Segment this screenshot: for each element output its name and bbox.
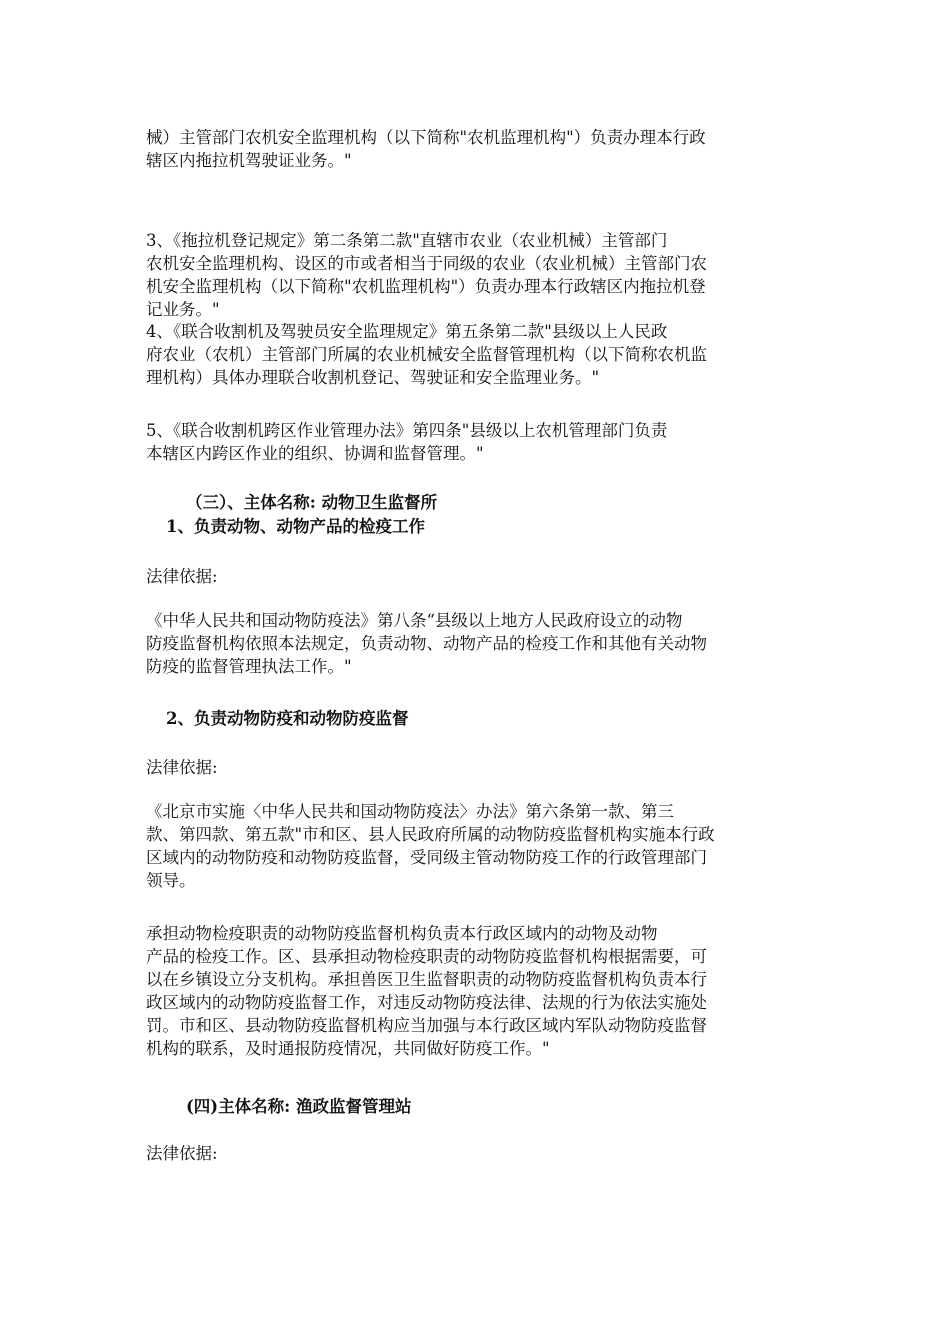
legal-basis-label [146, 565, 810, 588]
text-line: 罚。市和区、县动物防疫监督机构应当加强与本行政区域内军队动物防疫监督 [146, 1016, 707, 1035]
paragraph-tractor-registration [146, 229, 810, 321]
text-line: 辖区内拖拉机驾驶证业务。" [146, 151, 352, 170]
text-line: 3、《拖拉机登记规定》第二条第二款"直辖市农业（农业机械）主管部门 [146, 231, 668, 250]
text-line: 机安全监理机构（以下简称"农机监理机构"）负责办理本行政辖区内拖拉机登 [146, 277, 706, 296]
text-line: 产品的检疫工作。区、县承担动物检疫职责的动物防疫监督机构根据需要，可 [146, 947, 707, 966]
section-heading-fishery: (四)主体名称: 渔政监督管理站 [186, 1097, 412, 1116]
text-line: 机构的联系，及时通报防疫情况，共同做好防疫工作。" [146, 1039, 550, 1058]
paragraph-quarantine-duties [146, 922, 810, 1060]
text-line: 农机安全监理机构、设区的市或者相当于同级的农业（农业机械）主管部门农 [146, 254, 707, 273]
text-line: 政区域内的动物防疫监督工作，对违反动物防疫法律、法规的行为依法实施处 [146, 993, 707, 1012]
text-line: 5、《联合收割机跨区作业管理办法》第四条"县级以上农机管理部门负责 [146, 421, 668, 440]
legal-basis-label [146, 1142, 810, 1165]
text-line: 《中华人民共和国动物防疫法》第八条“县级以上地方人民政府设立的动物 [146, 611, 683, 630]
legal-basis-label [146, 756, 810, 779]
text-line: 区域内的动物防疫和动物防疫监督，受同级主管动物防疫工作的行政管理部门 [146, 848, 707, 867]
paragraph-animal-epidemic-law [146, 609, 810, 678]
paragraph-harvester-supervision [146, 320, 810, 389]
text-line: 本辖区内跨区作业的组织、协调和监督管理。" [146, 444, 484, 463]
text-line: 械）主管部门农机安全监理机构（以下简称"农机监理机构"）负责办理本行政 [146, 128, 706, 147]
text-line: 记业务。" [146, 300, 220, 319]
text-line: 府农业（农机）主管部门所属的农业机械安全监督管理机构（以下简称农机监 [146, 345, 707, 364]
text-line: 款、第四款、第五款"市和区、县人民政府所属的动物防疫监督机构实施本行政 [146, 825, 715, 844]
text-line: 法律依据: [146, 1144, 218, 1163]
text-line: 4、《联合收割机及驾驶员安全监理规定》第五条第二款"县级以上人民政 [146, 322, 668, 341]
text-line: 防疫监督机构依照本法规定，负责动物、动物产品的检疫工作和其他有关动物 [146, 634, 707, 653]
text-line: 理机构）具体办理联合收割机登记、驾驶证和安全监理业务。" [146, 368, 600, 387]
text-line: 防疫的监督管理执法工作。" [146, 657, 352, 676]
paragraph-beijing-implementation [146, 800, 810, 892]
text-line: 法律依据: [146, 567, 218, 586]
text-line: 领导。 [146, 871, 196, 890]
paragraph-agri-machinery-tail [146, 126, 810, 172]
text-line: 以在乡镇设立分支机构。承担兽医卫生监督职责的动物防疫监督机构负责本行 [146, 970, 707, 989]
text-line: 法律依据: [146, 758, 218, 777]
section-heading-animal-health: （三）、主体名称: 动物卫生监督所 [186, 493, 438, 512]
text-line: 《北京市实施〈中华人民共和国动物防疫法〉办法》第六条第一款、第三 [146, 802, 674, 821]
paragraph-cross-region-operation [146, 419, 810, 465]
text-line: 承担动物检疫职责的动物防疫监督机构负责本行政区域内的动物及动物 [146, 924, 658, 943]
subheading-epidemic-prevention: 2、负责动物防疫和动物防疫监督 [166, 709, 409, 728]
subheading-quarantine-work: 1、负责动物、动物产品的检疫工作 [166, 517, 425, 536]
